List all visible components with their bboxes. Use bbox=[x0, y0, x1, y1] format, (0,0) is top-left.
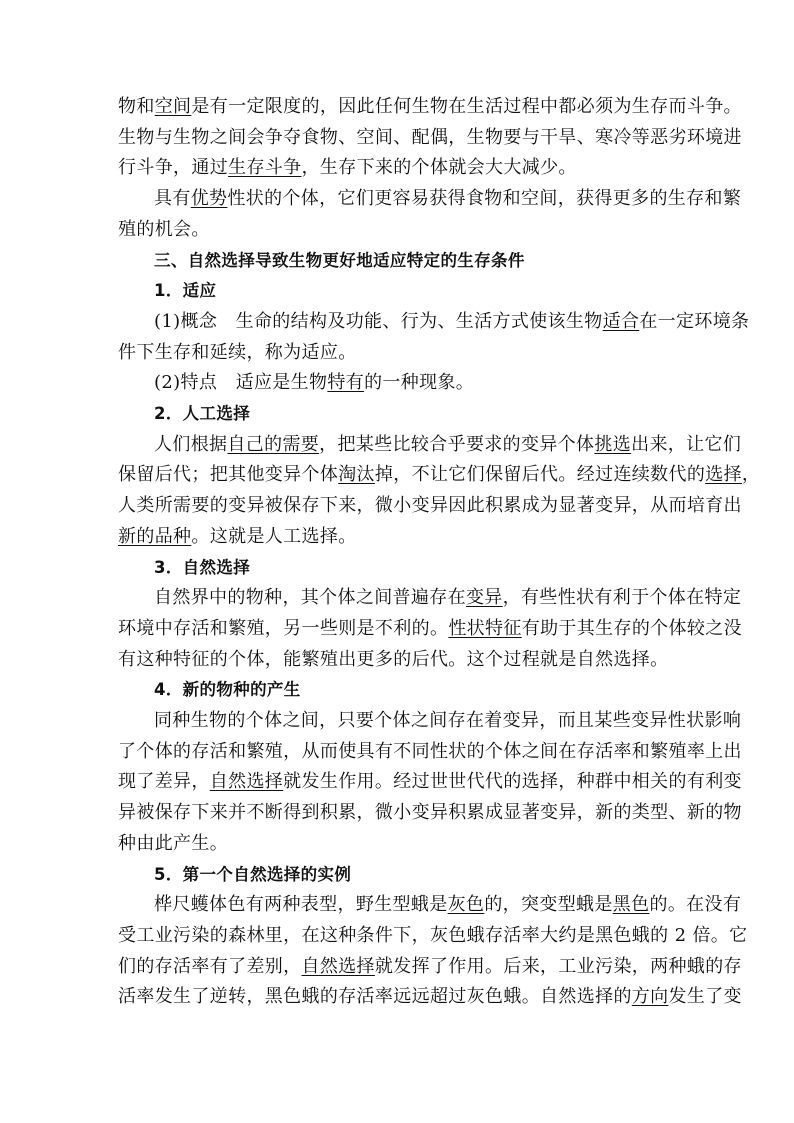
text: 的，突变型蛾是 bbox=[484, 894, 613, 916]
text: ，把某些比较合乎要求的变异个体 bbox=[319, 433, 595, 455]
text-line bbox=[118, 92, 742, 123]
text: 人们根据 bbox=[154, 433, 228, 455]
text: 具有 bbox=[154, 188, 191, 210]
subsection-heading: 2．人工选择 bbox=[154, 404, 251, 424]
text: ，有些性状有利于个体在特定 bbox=[502, 587, 742, 609]
section-heading: 三、自然选择导致生物更好地适应特定的生存条件 bbox=[154, 250, 525, 270]
blank-answer: 淘汰 bbox=[338, 464, 375, 486]
blank-answer: 新的品种 bbox=[118, 525, 192, 547]
text-line bbox=[118, 767, 742, 798]
blank-answer: 自己的需要 bbox=[227, 433, 320, 455]
text: ， bbox=[741, 464, 761, 486]
text: (2)特点 适应是生物 bbox=[154, 372, 328, 394]
text: 活率发生了逆转，黑色蛾的存活率远远超过灰色蛾。自然选择的 bbox=[118, 986, 632, 1008]
document-page bbox=[118, 92, 761, 1013]
text-line bbox=[118, 153, 678, 184]
blank-answer: 生存斗争 bbox=[228, 157, 302, 179]
text: 发生了变 bbox=[668, 986, 742, 1008]
blank-answer: 变异 bbox=[465, 587, 503, 609]
blank-answer: 方向 bbox=[631, 986, 669, 1008]
blank-answer: 性状特征 bbox=[448, 617, 522, 639]
blank-answer: 特有 bbox=[327, 372, 365, 394]
text-line: 殖的机会。 bbox=[118, 218, 210, 240]
text: ，生存下来的个体就会大大减少。 bbox=[301, 157, 577, 179]
text-line: 有这种特征的个体，能繁殖出更多的后代。这个过程就是自然选择。 bbox=[118, 648, 669, 670]
text: 是有一定限度的，因此任何生物在生活过程中都必须为生存而斗争。 bbox=[191, 96, 742, 117]
blank-answer: 灰色 bbox=[447, 894, 485, 916]
text-line: 生物与生物之间会争夺食物、空间、配偶，生物要与干旱、寒冷等恶劣环境进 bbox=[118, 126, 742, 148]
text-line bbox=[118, 982, 742, 1013]
text: 行斗争，通过 bbox=[118, 157, 229, 179]
text: 环境中存活和繁殖，另一些则是不利的。 bbox=[118, 617, 449, 639]
text: 性状的个体，它们更容易获得食物和空间，获得更多的生存和繁 bbox=[227, 188, 742, 210]
text: 。这就是人工选择。 bbox=[191, 525, 357, 547]
subsection-heading: 4．新的物种的产生 bbox=[154, 680, 301, 700]
text-line bbox=[118, 583, 742, 614]
text-line bbox=[118, 307, 750, 338]
text-line bbox=[118, 368, 678, 399]
text: 就发挥了作用。后来，工业污染，两种蛾的存 bbox=[374, 955, 742, 977]
text-line: 件下生存和延续，称为适应。 bbox=[118, 341, 357, 363]
text: 的一种现象。 bbox=[364, 372, 475, 394]
text: 自然界中的物种，其个体之间普遍存在 bbox=[154, 587, 466, 609]
text: 有助于其生存的个体较之没 bbox=[521, 617, 742, 639]
text-line bbox=[118, 614, 742, 645]
text: 掉，不让它们保留后代。经过连续数代的 bbox=[374, 464, 706, 486]
subsection-heading: 5．第一个自然选择的实例 bbox=[154, 864, 352, 884]
text: 桦尺蠖体色有两种表型，野生型蛾是 bbox=[154, 894, 448, 916]
blank-answer: 优势 bbox=[190, 188, 228, 210]
text: 们的存活率有了差别， bbox=[118, 955, 302, 977]
text: (1)概念 生命的结构及功能、行为、生活方式使该生物 bbox=[154, 310, 603, 332]
text-line bbox=[118, 430, 742, 461]
blank-answer: 自然选择 bbox=[209, 771, 284, 793]
text: 物和 bbox=[118, 96, 155, 117]
blank-answer: 自然选择 bbox=[301, 955, 375, 977]
subsection-heading: 3．自然选择 bbox=[154, 557, 251, 577]
text: 在一定环境条 bbox=[639, 310, 750, 332]
text-line bbox=[118, 522, 678, 553]
blank-answer: 挑选 bbox=[594, 433, 632, 455]
text-line bbox=[118, 184, 742, 215]
text-line: 了个体的存活和繁殖，从而使具有不同性状的个体之间在存活率和繁殖率上出 bbox=[118, 740, 742, 762]
text: 现了差异， bbox=[118, 771, 210, 793]
subsection-heading: 1．适应 bbox=[154, 281, 217, 301]
text-line: 同种生物的个体之间，只要个体之间存在着变异，而且某些变异性状影响 bbox=[154, 710, 742, 732]
text-line: 人类所需要的变异被保存下来，微小变异因此积累成为显著变异，从而培育出 bbox=[118, 495, 742, 517]
blank-answer: 空间 bbox=[154, 96, 192, 117]
text-line: 异被保存下来并不断得到积累，微小变异积累成显著变异，新的类型、新的物 bbox=[118, 802, 742, 824]
text-line: 种由此产生。 bbox=[118, 832, 229, 854]
text: 就发生作用。经过世世代代的选择，种群中相关的有利变 bbox=[283, 771, 742, 793]
text: 出来，让它们 bbox=[631, 433, 742, 455]
text: 保留后代；把其他变异个体 bbox=[118, 464, 339, 486]
text-line bbox=[118, 460, 761, 491]
blank-answer: 选择 bbox=[705, 464, 742, 486]
text-line bbox=[118, 952, 742, 983]
text-line: 受工业污染的森林里，在这种条件下，灰色蛾存活率大约是黑色蛾的 2 倍。它 bbox=[118, 924, 748, 946]
text-line bbox=[118, 890, 742, 921]
blank-answer: 黑色 bbox=[612, 894, 650, 916]
blank-answer: 适合 bbox=[602, 310, 640, 332]
text: 的。在没有 bbox=[649, 894, 742, 916]
